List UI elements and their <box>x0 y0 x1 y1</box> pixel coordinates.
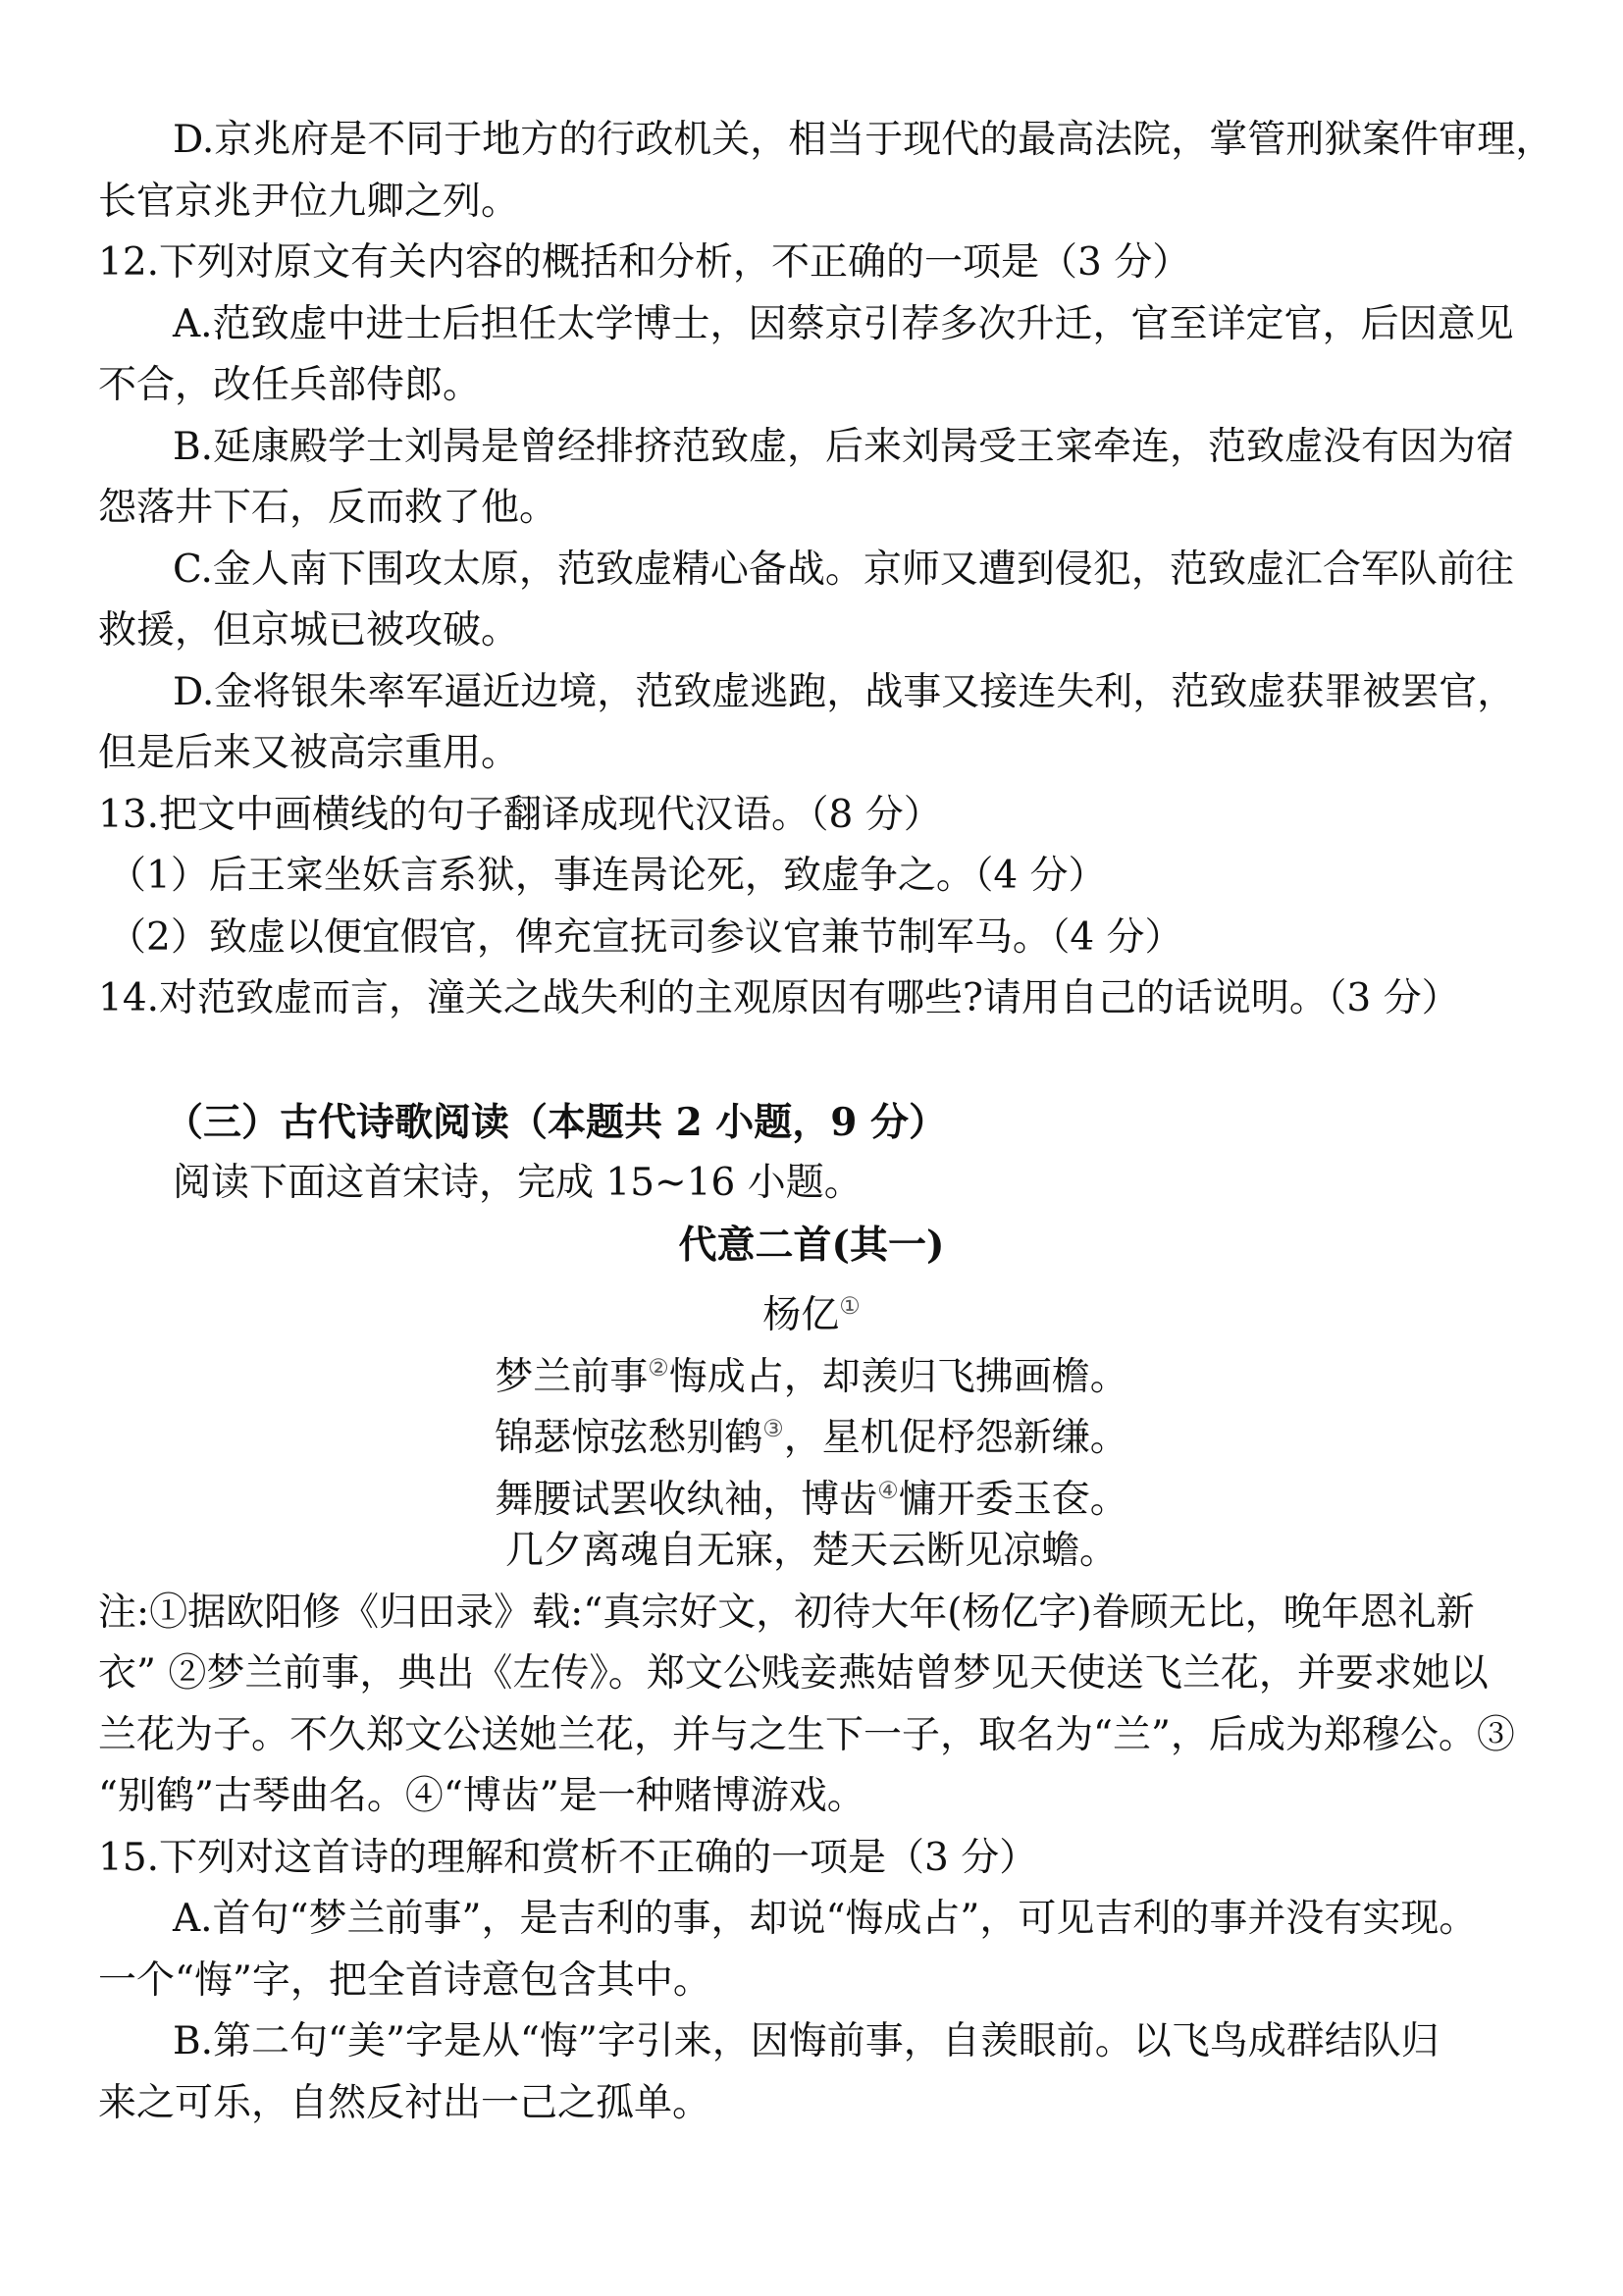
footnote-marker-2: ② <box>648 1354 669 1382</box>
q12-option-d-line1: D.金将银朱率军逼近边境，范致虚逃跑，战事又接连失利，范致虚获罪被罢官， <box>173 670 1516 714</box>
q14-stem: 14.对范致虚而言，潼关之战失利的主观原因有哪些?请用自己的话说明。（3 分） <box>98 976 1460 1020</box>
poem-title: 代意二首(其一) <box>678 1223 945 1268</box>
footnote-marker-1: ① <box>839 1292 861 1320</box>
poem-line-1 <box>0 1340 1623 1405</box>
poem-line-2-part-b: ，星机促杼怨新缣。 <box>783 1416 1128 1460</box>
q12-option-a-line1: A.范致虚中进士后担任太学博士，因蔡京引荐多次升迁，官至详定官，后因意见 <box>173 302 1514 346</box>
q11-option-d-line1: D.京兆府是不同于地方的行政机关，相当于现代的最高法院，掌管刑狱案件审理， <box>173 118 1554 162</box>
q12-option-d-line2: 但是后来又被高宗重用。 <box>98 731 520 775</box>
poem-author <box>0 1278 1623 1343</box>
q15-option-b-line2: 来之可乐，自然反衬出一己之孤单。 <box>98 2081 711 2125</box>
q13-sentence-2: （2）致虚以便宜假官，俾充宣抚司参议官兼节制军马。（4 分） <box>108 915 1183 960</box>
q13-stem: 13.把文中画横线的句子翻译成现代汉语。（8 分） <box>98 793 942 837</box>
poem-line-3-part-a: 舞腰试罢收纨袖，博齿 <box>495 1478 878 1522</box>
q15-stem: 15.下列对这首诗的理解和赏析不正确的一项是（3 分） <box>98 1836 1038 1880</box>
q12-option-b-line2: 怨落井下石，反而救了他。 <box>98 486 558 530</box>
poem-line-2-part-a: 锦瑟惊弦愁别鹤 <box>495 1416 763 1460</box>
q15-option-b-line1: B.第二句“美”字是从“悔”字引来，因悔前事，自羡眼前。以飞鸟成群结队归 <box>173 2019 1440 2063</box>
q12-option-c-line1: C.金人南下围攻太原，范致虚精心备战。京师又遭到侵犯，范致虚汇合军队前往 <box>173 548 1514 592</box>
poem-line-3 <box>0 1463 1623 1528</box>
poem-author-name: 杨亿 <box>762 1293 840 1337</box>
poem-line-2 <box>0 1401 1623 1466</box>
q12-option-c-line2: 救援，但京城已被攻破。 <box>98 608 520 652</box>
q15-option-a-line2: 一个“悔”字，把全首诗意包含其中。 <box>98 1958 711 2003</box>
q13-sentence-1: （1）后王寀坐妖言系狱，事连昺论死，致虚争之。（4 分） <box>108 854 1107 898</box>
poem-line-3-part-b: 慵开委玉奁。 <box>898 1478 1128 1522</box>
notes-line-4: “别鹤”古琴曲名。④“博齿”是一种赌博游戏。 <box>98 1774 865 1818</box>
section-3-heading: （三）古代诗歌阅读（本题共 2 小题，9 分） <box>165 1100 948 1145</box>
footnote-marker-3: ③ <box>762 1415 784 1442</box>
q12-stem: 12.下列对原文有关内容的概括和分析，不正确的一项是（3 分） <box>98 240 1191 285</box>
poem-line-1-part-a: 梦兰前事 <box>495 1355 649 1399</box>
q15-option-a-line1: A.首句“梦兰前事”，是吉利的事，却说“悔成占”，可见吉利的事并没有实现。 <box>173 1897 1478 1941</box>
notes-line-3: 兰花为子。不久郑文公送她兰花，并与之生下一子，取名为“兰”，后成为郑穆公。③ <box>98 1713 1515 1757</box>
poem-line-4: 几夕离魂自无寐，楚天云断见凉蟾。 <box>504 1529 1118 1573</box>
footnote-marker-4: ④ <box>877 1477 899 1504</box>
poem-line-1-part-b: 悔成占，却羡归飞拂画檐。 <box>668 1355 1128 1399</box>
notes-line-1: 注:①据欧阳修《归田录》载:“真宗好文，初待大年(杨亿字)眷顾无比，晚年恩礼新 <box>98 1591 1475 1635</box>
notes-line-2: 衣” ②梦兰前事，典出《左传》。郑文公贱妾燕姞曾梦见天使送飞兰花，并要求她以 <box>98 1651 1489 1696</box>
q12-option-a-line2: 不合，改任兵部侍郎。 <box>98 363 482 407</box>
section-3-instruction: 阅读下面这首宋诗，完成 15~16 小题。 <box>173 1161 863 1205</box>
q12-option-b-line1: B.延康殿学士刘昺是曾经排挤范致虚，后来刘昺受王寀牵连，范致虚没有因为宿 <box>173 425 1515 469</box>
q11-option-d-line2: 长官京兆尹位九卿之列。 <box>98 180 520 224</box>
